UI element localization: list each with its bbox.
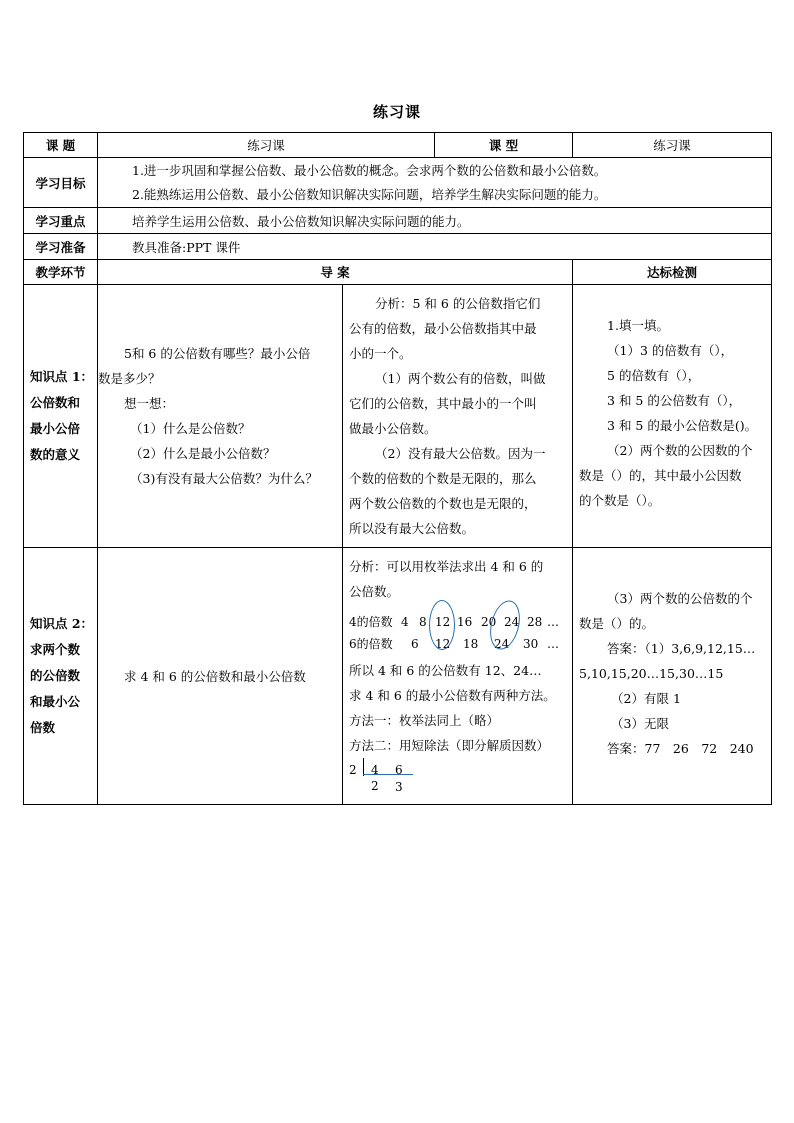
multiple-value: 24 xyxy=(494,637,510,651)
type-value: 练习课 xyxy=(573,133,772,158)
multiples-of-4-row xyxy=(349,608,566,630)
analysis-line: 公有的倍数，最小公倍数指其中最 xyxy=(349,321,537,336)
analysis-line: （1）两个数公有的倍数，叫做 xyxy=(375,371,546,386)
question-line: 5和 6 的公倍数有哪些？最小公倍 xyxy=(124,346,311,361)
page-title: 练习课 xyxy=(372,103,421,121)
question-line: （1）什么是公倍数？ xyxy=(130,421,251,436)
multiple-value: 16 xyxy=(457,615,473,629)
check-line: （2）两个数的公因数的个 xyxy=(607,443,753,458)
check-line: 答案：77 26 72 240 xyxy=(607,741,754,756)
multiple-value: 12 xyxy=(435,615,451,629)
goals-content xyxy=(98,158,772,208)
multiple-value: 30 xyxy=(523,637,539,651)
section1-question xyxy=(98,285,343,548)
multiples-label: 6的倍数 xyxy=(349,637,393,651)
multiple-value: 12 xyxy=(435,637,451,651)
division-divisor: 2 xyxy=(349,763,357,777)
multiple-value: 24 xyxy=(504,615,520,629)
topic-label: 课 题 xyxy=(24,133,98,158)
check-line: （3）两个数的公倍数的个 xyxy=(607,591,753,606)
multiple-value: 18 xyxy=(463,637,479,651)
question-line: 求 4 和 6 的公倍数和最小公倍数 xyxy=(124,668,306,684)
col-guide: 导 案 xyxy=(98,260,573,285)
division-qa: 2 xyxy=(371,779,379,793)
section1-row xyxy=(24,285,772,548)
focus-text: 培养学生运用公倍数、最小公倍数知识解决实际问题的能力。 xyxy=(98,208,772,234)
lesson-plan-table xyxy=(23,132,772,805)
check-line: 数是（）的。 xyxy=(579,616,655,631)
section1-label-line: 最小公倍 xyxy=(30,421,81,436)
section2-label xyxy=(24,548,98,805)
check-line: 数是（）的，其中最小公因数 xyxy=(579,468,742,483)
section2-label-line: 的公倍数 xyxy=(30,668,81,683)
multiple-value: 8 xyxy=(419,615,427,629)
check-line: （3）无限 xyxy=(611,716,669,731)
question-line: （2）什么是最小公倍数？ xyxy=(130,446,276,461)
question-line: （3)有没有最大公倍数？为什么？ xyxy=(130,471,318,486)
multiple-value: 4 xyxy=(401,615,409,629)
question-line: 数是多少？ xyxy=(98,371,161,386)
question-line: 想一想： xyxy=(124,396,175,411)
section1-label xyxy=(24,285,98,548)
common-multiple-circle xyxy=(485,597,524,652)
division-b: 6 xyxy=(395,763,403,777)
division-qb: 3 xyxy=(395,780,403,794)
prep-text: 教具准备:PPT 课件 xyxy=(98,234,772,260)
check-line: 3 和 5 的最小公倍数是()。 xyxy=(607,418,758,433)
division-a: 4 xyxy=(371,763,379,777)
check-line: （1）3 的倍数有（）， xyxy=(607,343,734,358)
prep-row xyxy=(24,234,772,260)
section2-label-line: 知识点 2： xyxy=(30,616,94,631)
analysis-line: 分析：可以用枚举法求出 4 和 6 的 xyxy=(349,559,544,574)
check-line: 3 和 5 的公倍数有（）， xyxy=(607,393,742,408)
multiples-of-6-row xyxy=(349,630,566,652)
multiple-value: 20 xyxy=(481,615,497,629)
goal-item: 2.能熟练运用公倍数、最小公倍数知识解决实际问题，培养学生解决实际问题的能力。 xyxy=(132,186,607,202)
analysis-line: （2）没有最大公倍数。因为一 xyxy=(375,446,546,461)
analysis-line: 分析：5 和 6 的公倍数指它们 xyxy=(375,296,541,311)
section1-label-line: 公倍数和 xyxy=(30,395,81,410)
check-line: 的个数是（）。 xyxy=(579,493,661,508)
section2-question xyxy=(98,548,343,805)
col-stage: 教学环节 xyxy=(24,260,98,285)
analysis-line: 小的一个。 xyxy=(349,346,412,361)
col-check: 达标检测 xyxy=(573,260,772,285)
multiple-value: … xyxy=(547,637,559,651)
section1-label-line: 数的意义 xyxy=(30,447,81,462)
analysis-line: 方法二：用短除法（即分解质因数） xyxy=(349,738,550,753)
multiple-value: 6 xyxy=(411,637,419,651)
section2-analysis xyxy=(343,548,573,805)
header-row xyxy=(24,133,772,158)
analysis-line: 求 4 和 6 的最小公倍数有两种方法。 xyxy=(349,688,556,703)
prep-label: 学习准备 xyxy=(24,234,98,260)
section2-row xyxy=(24,548,772,805)
analysis-line: 所以 4 和 6 的公倍数有 12、24… xyxy=(349,663,542,678)
goal-item: 1.进一步巩固和掌握公倍数、最小公倍数的概念。会求两个数的公倍数和最小公倍数。 xyxy=(132,162,607,178)
goals-label: 学习目标 xyxy=(24,158,98,208)
check-line: 5 的倍数有（）， xyxy=(607,368,701,383)
focus-row xyxy=(24,208,772,234)
multiple-value: … xyxy=(547,615,559,629)
analysis-line: 两个数公倍数的个数也是无限的， xyxy=(349,496,537,511)
section2-check xyxy=(573,548,772,805)
section1-label-line: 知识点 1： xyxy=(30,369,94,384)
analysis-line: 公倍数。 xyxy=(349,584,400,599)
type-label: 课 型 xyxy=(435,133,573,158)
section2-label-line: 倍数 xyxy=(30,720,56,735)
analysis-line: 方法一：枚举法同上（略） xyxy=(349,713,500,728)
column-header-row xyxy=(24,260,772,285)
focus-label: 学习重点 xyxy=(24,208,98,234)
analysis-line: 它们的公倍数，其中最小的一个叫 xyxy=(349,396,537,411)
topic-value: 练习课 xyxy=(98,133,435,158)
multiple-value: 28 xyxy=(527,615,543,629)
check-line: 5,10,15,20…15,30…15 xyxy=(579,666,724,681)
short-division xyxy=(349,758,566,794)
analysis-line: 做最小公倍数。 xyxy=(349,421,437,436)
section2-label-line: 求两个数 xyxy=(30,642,81,657)
section2-label-line: 和最小公 xyxy=(30,694,81,709)
check-line: 1.填一填。 xyxy=(607,318,669,333)
section1-check xyxy=(573,285,772,548)
goals-row xyxy=(24,158,772,208)
multiples-label: 4的倍数 xyxy=(349,615,393,629)
section1-analysis xyxy=(343,285,573,548)
analysis-line: 个数的倍数的个数是无限的，那么 xyxy=(349,471,537,486)
common-multiple-circle xyxy=(429,600,455,650)
check-line: （2）有限 1 xyxy=(611,691,681,706)
check-line: 答案：（1）3,6,9,12,15… xyxy=(607,641,756,656)
analysis-line: 所以没有最大公倍数。 xyxy=(349,521,475,536)
